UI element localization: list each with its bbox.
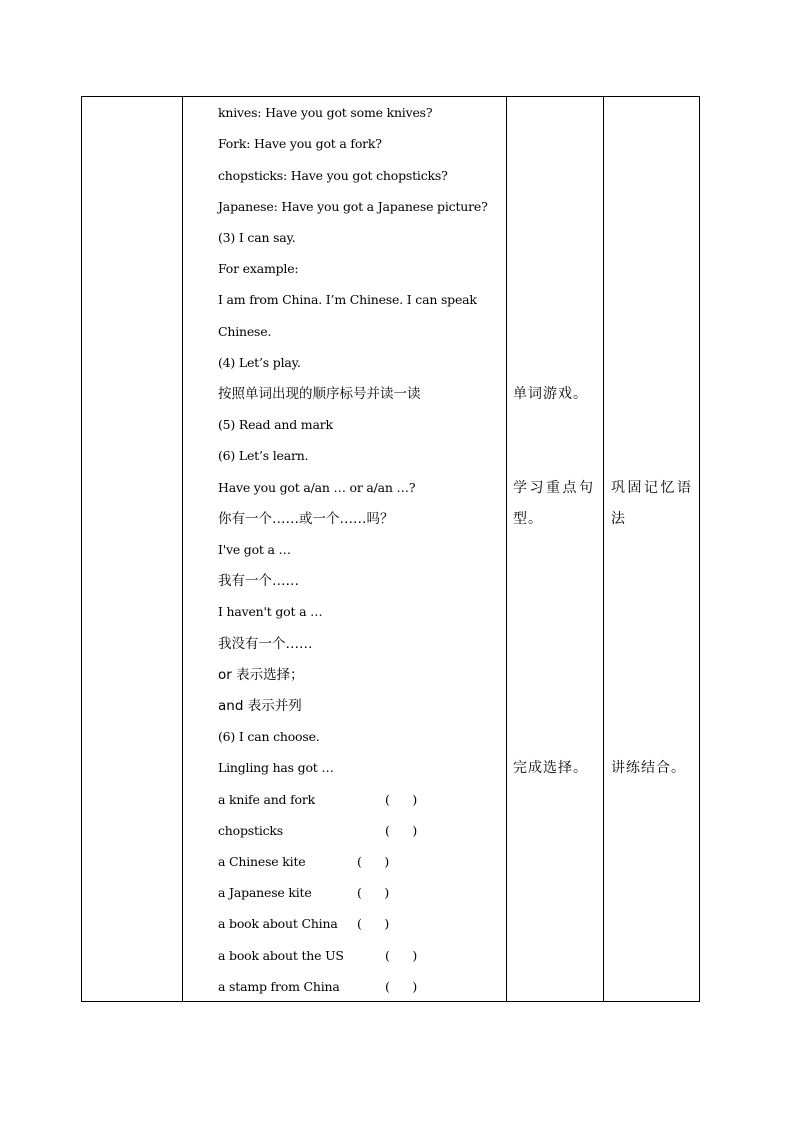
content-line: 按照单词出现的顺序标号并读一读 bbox=[218, 386, 421, 402]
content-line: (5) Read and mark bbox=[218, 417, 333, 432]
choice-item bbox=[218, 948, 417, 964]
activity-word-game: 单词游戏。 bbox=[513, 386, 588, 402]
choice-blank: ( ) bbox=[357, 885, 389, 900]
content-line: For example: bbox=[218, 261, 299, 276]
content-line: I haven't got a … bbox=[218, 604, 323, 619]
column-divider bbox=[182, 97, 183, 1001]
choice-item bbox=[218, 823, 417, 839]
content-line: and 表示并列 bbox=[218, 698, 302, 714]
content-line: or 表示选择； bbox=[218, 667, 304, 683]
choice-blank: ( ) bbox=[385, 792, 417, 807]
lesson-table bbox=[81, 96, 700, 1002]
purpose-grammar-cont: 法 bbox=[611, 511, 626, 527]
content-line: 我有一个…… bbox=[218, 573, 299, 589]
choice-blank: ( ) bbox=[385, 823, 417, 838]
content-line: Fork: Have you got a fork? bbox=[218, 136, 382, 151]
choice-label: a book about China bbox=[218, 916, 338, 931]
choice-blank: ( ) bbox=[357, 854, 389, 869]
choice-item bbox=[218, 979, 417, 995]
choice-label: a knife and fork bbox=[218, 792, 316, 807]
choice-label: a book about the US bbox=[218, 948, 344, 963]
choice-label: a Japanese kite bbox=[218, 885, 312, 900]
content-line: (6) Let’s learn. bbox=[218, 448, 309, 463]
content-line: knives: Have you got some knives? bbox=[218, 105, 433, 120]
activity-complete-choice: 完成选择。 bbox=[513, 760, 588, 776]
content-line: I am from China. I’m Chinese. I can speak bbox=[218, 292, 477, 307]
content-line: Lingling has got … bbox=[218, 760, 334, 775]
content-line: I've got a … bbox=[218, 542, 291, 557]
content-line: (3) I can say. bbox=[218, 230, 296, 245]
content-line: Japanese: Have you got a Japanese picture? bbox=[218, 199, 488, 214]
choice-item bbox=[218, 792, 417, 808]
choice-blank: ( ) bbox=[385, 948, 417, 963]
choice-item bbox=[218, 854, 389, 870]
choice-item bbox=[218, 916, 389, 932]
column-divider bbox=[603, 97, 604, 1001]
choice-label: chopsticks bbox=[218, 823, 284, 838]
activity-key-sentence-cont: 型。 bbox=[513, 511, 543, 527]
choice-label: a stamp from China bbox=[218, 979, 340, 994]
content-line: (4) Let’s play. bbox=[218, 355, 301, 370]
content-line: 你有一个……或一个……吗？ bbox=[218, 511, 394, 527]
column-divider bbox=[506, 97, 507, 1001]
choice-label: a Chinese kite bbox=[218, 854, 306, 869]
content-line: Have you got a/an … or a/an …? bbox=[218, 480, 416, 495]
purpose-practice: 讲练结合。 bbox=[611, 760, 686, 776]
purpose-grammar: 巩固记忆语 bbox=[611, 480, 694, 496]
choice-blank: ( ) bbox=[385, 979, 417, 994]
choice-item bbox=[218, 885, 389, 901]
content-line: chopsticks: Have you got chopsticks? bbox=[218, 168, 448, 183]
content-line: 我没有一个…… bbox=[218, 636, 313, 652]
content-line: Chinese. bbox=[218, 324, 272, 339]
choice-blank: ( ) bbox=[357, 916, 389, 931]
activity-key-sentence: 学习重点句 bbox=[513, 480, 596, 496]
content-line: (6) I can choose. bbox=[218, 729, 320, 744]
